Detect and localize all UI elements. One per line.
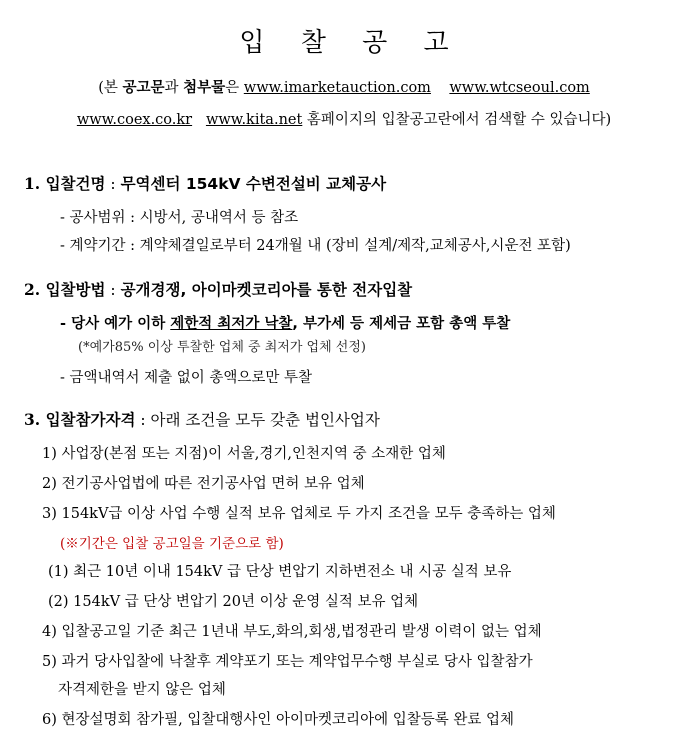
underlined-text: 제한적 최저가 낙찰	[170, 316, 293, 332]
section-3-item: 5) 과거 당사입찰에 낙찰후 계약포기 또는 계약업무수행 부실로 당사 입찰참가	[42, 654, 533, 670]
section-value: 공개경쟁, 아이마켓코리아를 통한 전자입찰	[120, 281, 413, 299]
section-1-item: - 공사범위 : 시방서, 공내역서 등 참조	[60, 210, 299, 226]
section-3-heading	[24, 408, 380, 430]
section-2-item	[60, 312, 510, 333]
section-1-heading	[24, 172, 386, 194]
section-2-note: (*예가85% 이상 투찰한 업체 중 최저가 업체 선정)	[78, 340, 366, 355]
separator: :	[105, 281, 121, 299]
separator: :	[135, 411, 151, 429]
intro-text: 홈페이지의 입찰공고란에서 검색할 수 있습니다)	[302, 112, 612, 128]
section-label: 1. 입찰건명	[24, 174, 106, 193]
section-value: 아래 조건을 모두 갖춘 법인사업자	[150, 411, 380, 429]
page-title: 입 찰 공 고	[239, 28, 463, 58]
intro-line-2	[0, 108, 688, 129]
link-imarketauction[interactable]: www.imarketauction.com	[243, 80, 431, 96]
section-3-item: 1) 사업장(본점 또는 지점)이 서울,경기,인천지역 중 소재한 업체	[42, 446, 446, 462]
item-text: - 당사 예가 이하	[60, 316, 171, 332]
link-kita[interactable]: www.kita.net	[205, 112, 303, 128]
section-3-sub-item: (2) 154kV 급 단상 변압기 20년 이상 운영 실적 보유 업체	[48, 594, 419, 610]
separator: :	[105, 175, 121, 193]
intro-text: 과	[164, 80, 184, 96]
section-3-red-note: (※기간은 입찰 공고일을 기준으로 함)	[60, 536, 284, 552]
link-coex[interactable]: www.coex.co.kr	[76, 112, 193, 128]
section-3-item: 3) 154kV급 이상 사업 수행 실적 보유 업체로 두 가지 조건을 모두 충족하는 업체	[42, 506, 556, 522]
section-3-item: 4) 입찰공고일 기준 최근 1년내 부도,화의,회생,법정관리 발생 이력이 없는 업체	[42, 624, 542, 640]
section-2-item: - 금액내역서 제출 없이 총액으로만 투찰	[60, 370, 313, 386]
section-value: 무역센터 154kV 수변전설비 교체공사	[120, 175, 387, 193]
section-3-item: 6) 현장설명회 참가필, 입찰대행사인 아이마켓코리아에 입찰등록 완료 업체	[42, 712, 514, 728]
section-label: 3. 입찰참가자격	[24, 410, 136, 429]
intro-text: (본	[98, 80, 123, 96]
section-label: 2. 입찰방법	[24, 280, 106, 299]
section-1-item: - 계약기간 : 계약체결일로부터 24개월 내 (장비 설계/제작,교체공사,시운전 포함)	[60, 238, 571, 254]
section-3-item-continuation: 자격제한을 받지 않은 업체	[58, 682, 226, 698]
intro-bold-announcement: 공고문	[122, 79, 165, 96]
section-3-item: 2) 전기공사업법에 따른 전기공사업 면허 보유 업체	[42, 476, 365, 492]
intro-line-1	[0, 76, 688, 97]
link-wtcseoul[interactable]: www.wtcseoul.com	[449, 80, 590, 96]
section-3-sub-item: (1) 최근 10년 이내 154kV 급 단상 변압기 지하변전소 내 시공 실적 보유	[48, 564, 512, 580]
intro-bold-attachment: 첨부물	[183, 79, 226, 96]
intro-text: 은	[225, 80, 244, 96]
item-text: , 부가세 등 제세금 포함 총액 투찰	[292, 316, 511, 332]
section-2-heading	[24, 278, 412, 300]
